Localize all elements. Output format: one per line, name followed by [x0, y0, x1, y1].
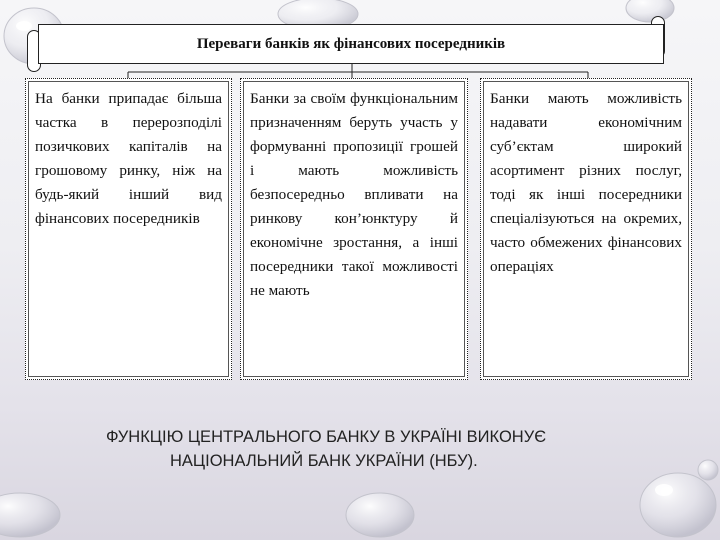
diagram-title-text: Переваги банків як фінансових посередників [196, 35, 506, 52]
footer-line-1: ФУНКЦІЮ ЦЕНТРАЛЬНОГО БАНКУ В УКРАЇНІ ВИКОНУЄ [106, 428, 547, 446]
advantage-box-3 [480, 78, 692, 380]
advantage-box-2 [240, 78, 468, 380]
advantage-text-3: Банки мають можливість надавати економічним суб’єктам широкий асортимент різних послуг, тоді як інші посередники спеціалізуються на окремих, часто обмежених фінансових операціях [483, 81, 689, 377]
advantage-text-2: Банки за своїм функціональним призначенням беруть участь у формуванні пропозиції грошей і мають можливість безпосередньо впливати на ринкову кон’юнктуру й економічне зростання, а інші посередники такої можливості не мають [243, 81, 465, 377]
advantage-text-1: На банки припадає більша частка в перерозподілі позичкових капіталів на грошовому ринку, ніж на будь-який інший вид фінансових посередників [28, 81, 229, 377]
advantage-box-1 [25, 78, 232, 380]
footer-statement [70, 425, 670, 473]
footer-line-2: НАЦІОНАЛЬНИЙ БАНК УКРАЇНИ (НБУ). [170, 452, 478, 470]
